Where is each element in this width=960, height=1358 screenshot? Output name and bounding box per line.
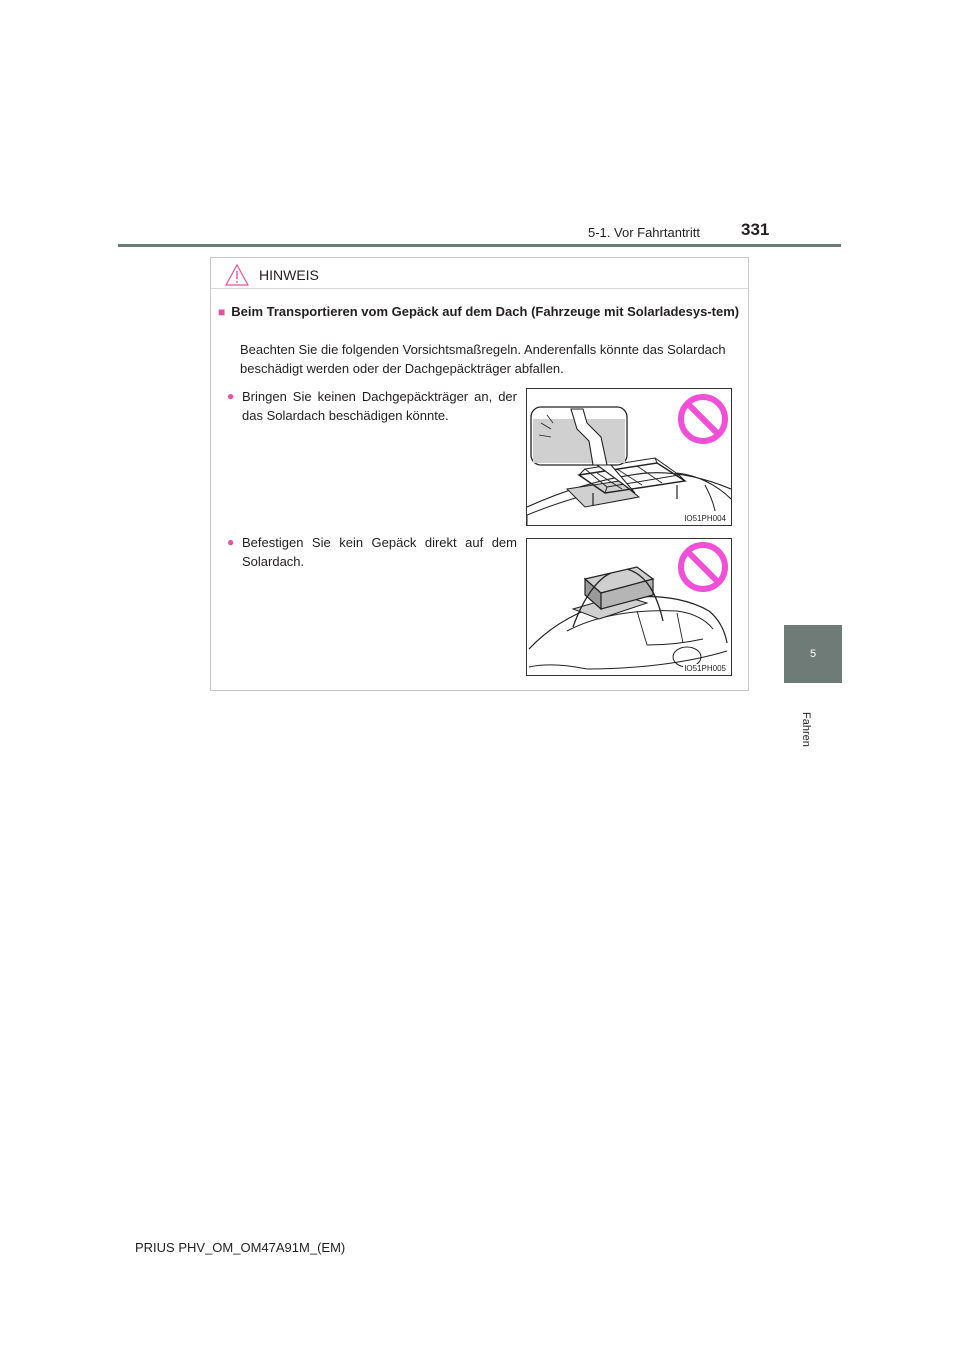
chapter-tab[interactable] bbox=[784, 625, 842, 683]
list-item-text: Befestigen Sie kein Gepäck direkt auf dem Solardach. bbox=[242, 535, 517, 569]
notice-heading bbox=[218, 302, 742, 322]
list-item bbox=[227, 387, 517, 425]
roof-rack-illustration bbox=[527, 389, 731, 525]
notice-header bbox=[225, 262, 319, 288]
header-section-title: 5-1. Vor Fahrtantritt bbox=[588, 225, 700, 240]
chapter-number: 5 bbox=[809, 648, 817, 660]
warning-triangle-icon bbox=[225, 264, 249, 286]
figure-luggage bbox=[526, 538, 732, 676]
circle-bullet-icon: ● bbox=[227, 535, 235, 549]
list-item bbox=[227, 533, 517, 571]
notice-heading-text: Beim Transportieren vom Gepäck auf dem Dach (Fahrzeuge mit Solarladesys-tem) bbox=[231, 304, 740, 319]
chapter-label: Fahren bbox=[800, 712, 812, 747]
notice-body: Beachten Sie die folgenden Vorsichtsmaßregeln. Anderenfalls könnte das Solardach beschädigt werden oder der Dachgepäckträger abfallen. bbox=[240, 342, 726, 376]
figure-code: IO51PH005 bbox=[684, 664, 726, 673]
luggage-on-roof-illustration bbox=[527, 539, 731, 675]
page-number: 331 bbox=[741, 220, 770, 239]
notice-box bbox=[210, 257, 749, 691]
figure-code: IO51PH004 bbox=[684, 514, 726, 523]
list-item-text: Bringen Sie keinen Dachgepäckträger an, der das Solardach beschädigen könnte. bbox=[242, 389, 517, 423]
header-rule bbox=[118, 244, 841, 247]
footer-doc-code: PRIUS PHV_OM_OM47A91M_(EM) bbox=[135, 1240, 346, 1255]
notice-title: HINWEIS bbox=[259, 267, 319, 283]
circle-bullet-icon: ● bbox=[227, 389, 235, 403]
figure-roof-rack bbox=[526, 388, 732, 526]
notice-divider bbox=[211, 288, 748, 289]
square-bullet-icon: ■ bbox=[218, 305, 226, 319]
